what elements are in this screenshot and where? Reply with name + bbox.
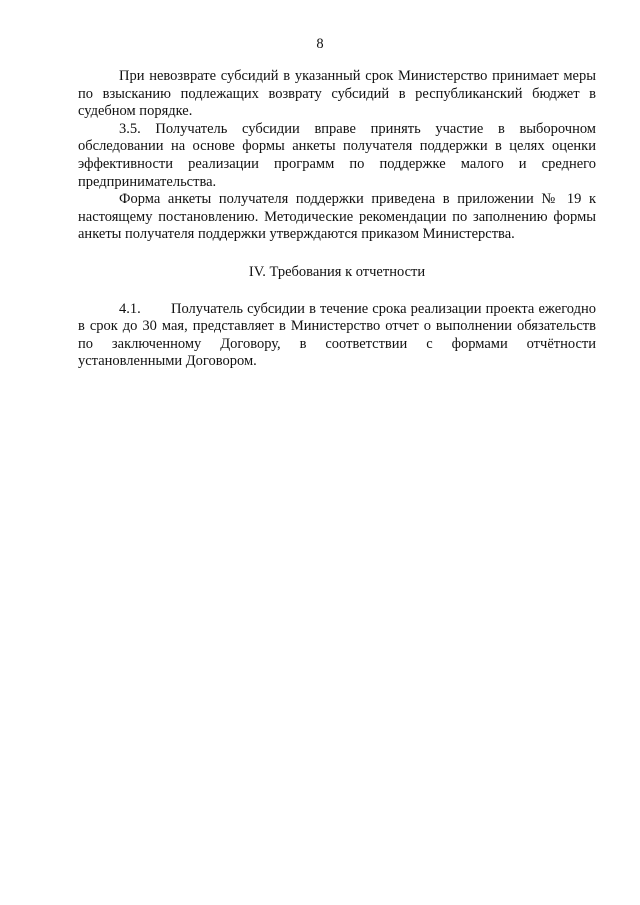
section-heading: IV. Требования к отчетности xyxy=(248,263,426,280)
item-text: Получатель субсидии в течение срока реализации проекта ежегодно в срок до 30 мая, представляет в Министерство отчет о выполнении обязательств по заключенному Договору, в соответствии с формами отчётности установленными Договором. xyxy=(78,300,596,370)
paragraph-refund-recovery: При невозврате субсидий в указанный срок Министерство принимает меры по взысканию подлежащих возврату субсидий в республиканский бюджет в судебном порядке. xyxy=(78,68,596,120)
page-number: 8 xyxy=(316,36,324,52)
document-body xyxy=(78,68,596,371)
paragraph-3-5: 3.5. Получатель субсидии вправе принять участие в выборочном обследовании на основе формы анкеты получателя поддержки в целях оценки эффективности реализации программ по поддержке малого и среднего предпринимательства. xyxy=(78,120,596,190)
item-number: 4.1. xyxy=(119,300,141,317)
paragraph-4-1 xyxy=(78,301,596,371)
paragraph-survey-form: Форма анкеты получателя поддержки приведена в приложении № 19 к настоящему постановлению. Методические рекомендации по заполнению формы анкеты получателя поддержки утверждаются приказом Министерства. xyxy=(78,191,596,243)
